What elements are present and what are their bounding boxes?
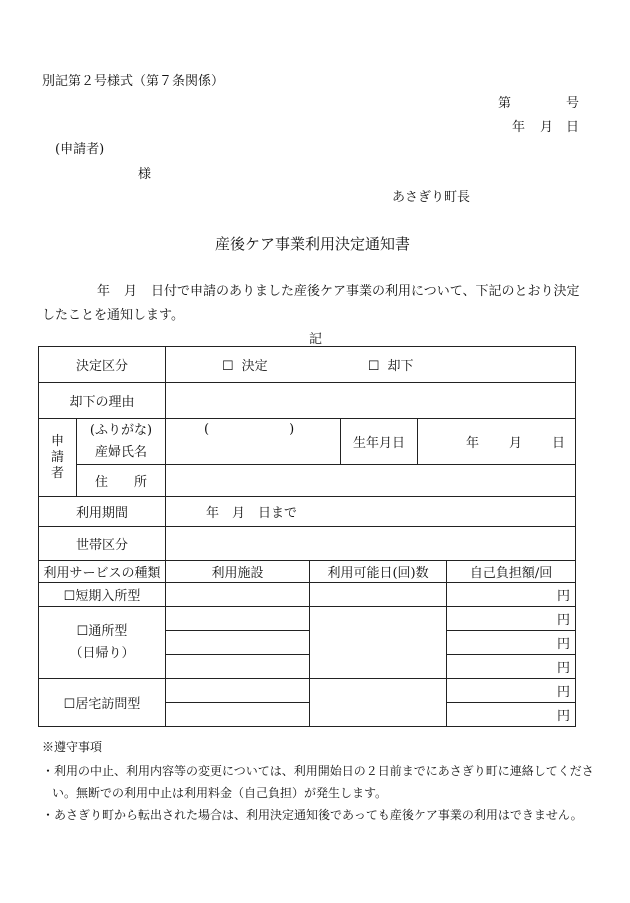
notes-item1-line2: い。無断での利用中止は利用料金（自己負担）が発生します。 — [52, 786, 388, 800]
checkbox-icon: ☐ — [76, 623, 89, 639]
checkbox-icon: ☐ — [63, 589, 76, 604]
address-label: 住 所 — [77, 465, 166, 497]
decision-checkbox-reject[interactable] — [368, 355, 414, 374]
days-field[interactable] — [310, 583, 447, 607]
period-value: 年 月 日まで — [206, 506, 298, 521]
option-reject-label: 却下 — [387, 359, 414, 374]
option-decide-label: 決定 — [241, 359, 268, 374]
decision-checkbox-decide[interactable] — [222, 355, 268, 374]
period-field[interactable] — [166, 497, 576, 527]
ki-label: 記 — [309, 332, 323, 347]
household-field[interactable] — [166, 527, 576, 561]
service-short-stay-label: 短期入所型 — [75, 589, 141, 604]
service-daycare-note: （日帰り） — [69, 645, 135, 661]
facility-field[interactable] — [166, 703, 310, 727]
date-month-label: 月 — [540, 120, 554, 135]
facility-field[interactable] — [166, 583, 310, 607]
applicant-vertical-label: 申 請 者 — [39, 419, 77, 497]
cost-yen: 円 — [447, 703, 576, 727]
notes-heading: ※遵守事項 — [42, 740, 103, 754]
facility-field[interactable] — [166, 679, 310, 703]
days-field[interactable] — [310, 679, 447, 727]
name-field[interactable] — [166, 419, 341, 465]
notes-item1-line1: ・利用の中止、利用内容等の変更については、利用開始日の２日前までにあさぎり町に連絡してくださ — [42, 764, 594, 778]
checkbox-icon: ☐ — [222, 359, 234, 374]
issuer-name: あさぎり町長 — [392, 190, 471, 205]
decision-table — [38, 346, 576, 727]
body-date-year: 年 — [97, 284, 111, 299]
date-day-label: 日 — [566, 120, 580, 135]
applicant-label: (申請者) — [55, 142, 105, 157]
doc-number-suffix: 号 — [566, 96, 580, 111]
honorific: 様 — [138, 167, 152, 182]
date-year-label: 年 — [512, 120, 526, 135]
mother-name-label: 産婦氏名 — [95, 444, 148, 460]
address-field[interactable] — [166, 465, 576, 497]
facility-field[interactable] — [166, 607, 310, 631]
paren-open: ( — [204, 422, 210, 437]
document-title: 産後ケア事業利用決定通知書 — [215, 235, 411, 253]
cost-yen: 円 — [447, 679, 576, 703]
service-short-stay[interactable] — [39, 583, 166, 607]
col-header-facility: 利用施設 — [166, 561, 310, 583]
service-daycare-label: 通所型 — [88, 623, 128, 639]
furigana-label: (ふりがな) — [89, 422, 153, 438]
body-date-month: 月 — [124, 284, 138, 299]
decision-options — [166, 347, 576, 383]
cost-yen: 円 — [447, 631, 576, 655]
reason-label: 却下の理由 — [39, 383, 166, 419]
cost-yen: 円 — [447, 607, 576, 631]
cost-yen: 円 — [447, 655, 576, 679]
facility-field[interactable] — [166, 631, 310, 655]
col-header-service: 利用サービスの種類 — [39, 561, 166, 583]
birthdate-label: 生年月日 — [341, 419, 418, 465]
body-paragraph-line2: したことを通知します。 — [42, 308, 184, 323]
checkbox-icon: ☐ — [63, 697, 76, 712]
name-label-cell — [77, 419, 166, 465]
reason-field[interactable] — [166, 383, 576, 419]
notes-item2: ・あさぎり町から転出された場合は、利用決定通知後であっても産後ケア事業の利用はできません。 — [42, 808, 583, 822]
paren-close: ) — [289, 422, 295, 437]
col-header-cost: 自己負担額/回 — [447, 561, 576, 583]
period-label: 利用期間 — [39, 497, 166, 527]
service-daycare[interactable] — [39, 607, 166, 679]
days-field[interactable] — [310, 607, 447, 679]
col-header-days: 利用可能日(回)数 — [310, 561, 447, 583]
facility-field[interactable] — [166, 655, 310, 679]
checkbox-icon: ☐ — [367, 359, 380, 374]
service-home-visit[interactable] — [39, 679, 166, 727]
birthdate-field[interactable]: 年 月 日 — [418, 419, 576, 465]
doc-number-prefix: 第 — [498, 96, 512, 111]
service-home-visit-label: 居宅訪問型 — [75, 697, 141, 712]
decision-label: 決定区分 — [39, 347, 166, 383]
cost-yen: 円 — [447, 583, 576, 607]
body-paragraph-line1: 日付で申請のありました産後ケア事業の利用について、下記のとおり決定 — [151, 284, 580, 299]
form-number-label: 別記第２号様式（第７条関係） — [42, 74, 225, 89]
household-label: 世帯区分 — [39, 527, 166, 561]
